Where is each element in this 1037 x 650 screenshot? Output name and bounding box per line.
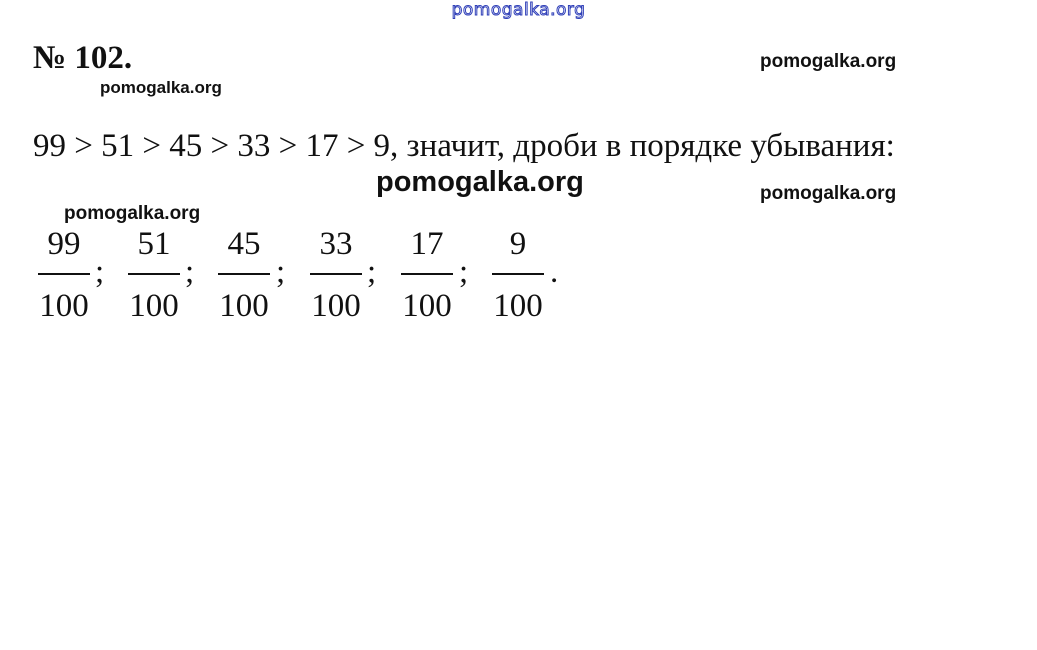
- fraction-denominator: 100: [219, 288, 269, 324]
- fraction: [36, 226, 92, 326]
- problem-statement: 99 > 51 > 45 > 33 > 17 > 9, значит, дроби в порядке убывания:: [33, 128, 895, 164]
- fraction-separator: ;: [185, 254, 195, 290]
- fractions-row: [36, 226, 636, 336]
- fraction-separator: ;: [459, 254, 469, 290]
- watermark-right-2: pomogalka.org: [760, 183, 897, 204]
- fraction: [126, 226, 182, 326]
- fraction: [308, 226, 364, 326]
- fraction-numerator: 9: [509, 226, 527, 262]
- fraction-numerator: 17: [410, 226, 444, 262]
- watermark-center: pomogalka.org: [376, 166, 584, 198]
- problem-number: № 102.: [33, 40, 133, 76]
- fraction-numerator: 99: [47, 226, 81, 262]
- fraction-numerator: 51: [137, 226, 171, 262]
- fraction-bar: [38, 273, 90, 275]
- watermark-left: pomogalka.org: [64, 203, 201, 224]
- fraction-numerator: 45: [227, 226, 261, 262]
- fraction-bar: [310, 273, 362, 275]
- fraction-denominator: 100: [493, 288, 543, 324]
- fraction-denominator: 100: [402, 288, 452, 324]
- fraction-separator: ;: [367, 254, 377, 290]
- fraction: [216, 226, 272, 326]
- fraction-separator: ;: [276, 254, 286, 290]
- fraction-bar: [401, 273, 453, 275]
- fraction-numerator: 33: [319, 226, 353, 262]
- fraction-bar: [128, 273, 180, 275]
- fraction-separator: .: [550, 254, 559, 290]
- watermark-under-title: pomogalka.org: [100, 78, 222, 97]
- fraction-denominator: 100: [311, 288, 361, 324]
- fraction-denominator: 100: [129, 288, 179, 324]
- watermark-right-1: pomogalka.org: [760, 51, 897, 72]
- fraction-denominator: 100: [39, 288, 89, 324]
- watermark-top: pomogalka.org: [451, 0, 586, 20]
- fraction-bar: [218, 273, 270, 275]
- fraction: [490, 226, 546, 326]
- fraction-separator: ;: [95, 254, 105, 290]
- fraction-bar: [492, 273, 544, 275]
- fraction: [399, 226, 455, 326]
